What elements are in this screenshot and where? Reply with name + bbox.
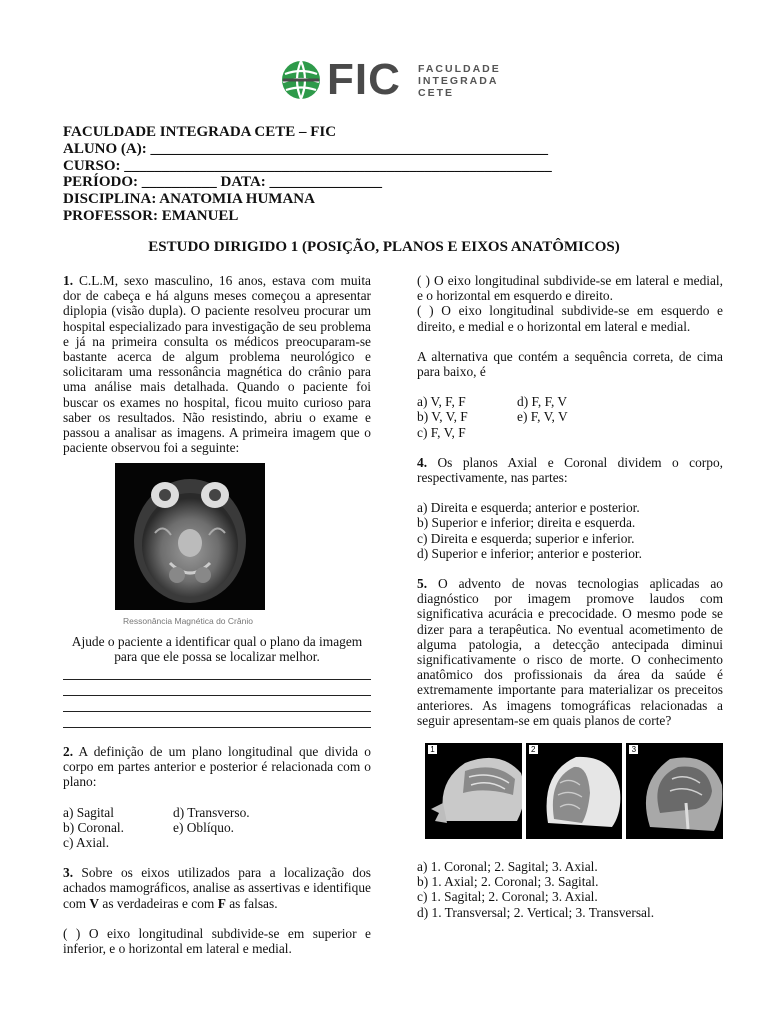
question-3-options [417, 394, 723, 440]
scan-label: 2 [529, 745, 538, 754]
option[interactable]: c) Axial. [63, 835, 110, 851]
question-2-options [63, 805, 371, 851]
logo-wordmark: FIC [327, 55, 401, 104]
answer-lines [63, 664, 371, 728]
question-4-options [417, 500, 723, 561]
document-title: ESTUDO DIRIGIDO 1 (POSIÇÃO, PLANOS E EIXOS ANATÔMICOS) [148, 239, 620, 255]
option[interactable]: c) F, V, F [417, 424, 466, 440]
option[interactable]: d) Transverso. [173, 804, 250, 820]
option[interactable]: a) V, F, F [417, 394, 466, 410]
head-3d-figure [425, 743, 522, 839]
header-block [63, 124, 703, 225]
option[interactable]: e) Oblíquo. [173, 819, 234, 835]
scan-label: 3 [629, 745, 638, 754]
left-column [63, 273, 371, 956]
professor-line: PROFESSOR: EMANUEL [63, 207, 239, 224]
course-line: CURSO: _________________________________________________________ [63, 157, 552, 174]
option[interactable]: d) F, F, V [517, 394, 568, 410]
question-3: 3. Sobre os eixos utilizados para a localização dos achados mamográficos, analise as assertivas e identifique com V as verdadeiras e com F as falsas. [63, 865, 371, 911]
tomography-images [425, 743, 723, 839]
head-coronal-figure [526, 743, 623, 839]
period-date-line: PERÍODO: __________ DATA: _______________ [63, 174, 383, 191]
question-5: 5. O advento de novas tecnologias aplicadas ao diagnóstico por imagem promove laudos com significativa acurácia e precocidade. O mesmo pode se dizer para a terapêutica. No eventual acometimento de alguma patologia, a detecção antecipada diminui significativamente o risco de morte. O conhecimento anatômico dos profissionais da área da saúde é extremamente importante para materializar os preceitos anteriores. As imagens tomográficas relacionadas a seguir apresentam-se em quais planos de corte? [417, 576, 723, 728]
question-2: 2. A definição de um plano longitudinal que divida o corpo em partes anterior e posterior é relacionada com o plano: [63, 744, 371, 790]
scan-image-1 [425, 743, 522, 839]
question-3-statement-2: ( ) O eixo longitudinal subdivide-se em lateral e medial, e o horizontal em esquerdo e direito. [417, 273, 723, 304]
answer-line[interactable] [63, 696, 371, 712]
option[interactable]: a) Direita e esquerda; anterior e posterior. [417, 500, 640, 516]
fic-logo [281, 55, 511, 104]
head-sagittal-figure [626, 743, 723, 839]
option[interactable]: b) Coronal. [63, 819, 124, 835]
question-1: 1. C.L.M, sexo masculino, 16 anos, estava com muita dor de cabeça e há alguns meses começou a apresentar diplopia (visão dupla). O paciente resolveu procurar um hospital especializado para investigação de seu problema e já na primeira consulta os médicos preocuparam-se bastante acerca de algum problema neurológico e solicitaram uma ressonância magnética do crânio para uma análise mais detalhada. Quando o paciente foi buscar os exames no hospital, ficou muito curioso para saber os resultados. Não resistindo, abriu o exame e passou a analisar as imagens. A primeira imagem que o paciente observou foi a seguinte: [63, 273, 371, 456]
institution-line: FACULDADE INTEGRADA CETE – FIC [63, 124, 337, 140]
option[interactable]: d) 1. Transversal; 2. Vertical; 3. Transversal. [417, 904, 655, 920]
option[interactable]: b) Superior e inferior; direita e esquerda. [417, 515, 636, 531]
mri-axial-image [115, 463, 265, 610]
answer-line[interactable] [63, 680, 371, 696]
question-3-prompt: A alternativa que contém a sequência correta, de cima para baixo, é [417, 348, 723, 380]
option[interactable]: d) Superior e inferior; anterior e posterior. [417, 545, 642, 561]
option[interactable]: e) F, V, V [517, 409, 568, 425]
question-4: 4. Os planos Axial e Coronal dividem o corpo, respectivamente, nas partes: [417, 454, 723, 486]
question-1-prompt: Ajude o paciente a identificar qual o plano da imagem para que ele possa se localizar melhor. [71, 633, 363, 664]
globe-icon [281, 60, 321, 100]
option[interactable]: c) 1. Sagital; 2. Coronal; 3. Axial. [417, 889, 598, 905]
question-3-statement-1: ( ) O eixo longitudinal subdivide-se em superior e inferior, e o horizontal em lateral e medial. [63, 925, 371, 957]
option[interactable]: a) 1. Coronal; 2. Sagital; 3. Axial. [417, 859, 598, 875]
question-3-statement-3: ( ) O eixo longitudinal subdivide-se em esquerdo e direito, e medial e o horizontal em lateral e medial. [417, 303, 723, 334]
option[interactable]: c) Direita e esquerda; superior e inferior. [417, 530, 635, 546]
scan-image-3 [626, 743, 723, 839]
mri-caption: Ressonância Magnética do Crânio [123, 616, 253, 627]
option[interactable]: b) 1. Axial; 2. Coronal; 3. Sagital. [417, 874, 599, 890]
scan-image-2 [526, 743, 623, 839]
right-column [417, 273, 723, 920]
option[interactable]: a) Sagital [63, 804, 114, 820]
scan-label: 1 [428, 745, 437, 754]
answer-line[interactable] [63, 664, 371, 680]
answer-line[interactable] [63, 712, 371, 728]
question-5-options [417, 859, 723, 920]
mri-brain-figure [115, 463, 265, 610]
logo-subtitle: FACULDADE INTEGRADA CETE [418, 63, 501, 99]
discipline-line: DISCIPLINA: ANATOMIA HUMANA [63, 191, 315, 208]
student-line: ALUNO (A): _____________________________________________________ [63, 140, 548, 157]
option[interactable]: b) V, V, F [417, 409, 468, 425]
